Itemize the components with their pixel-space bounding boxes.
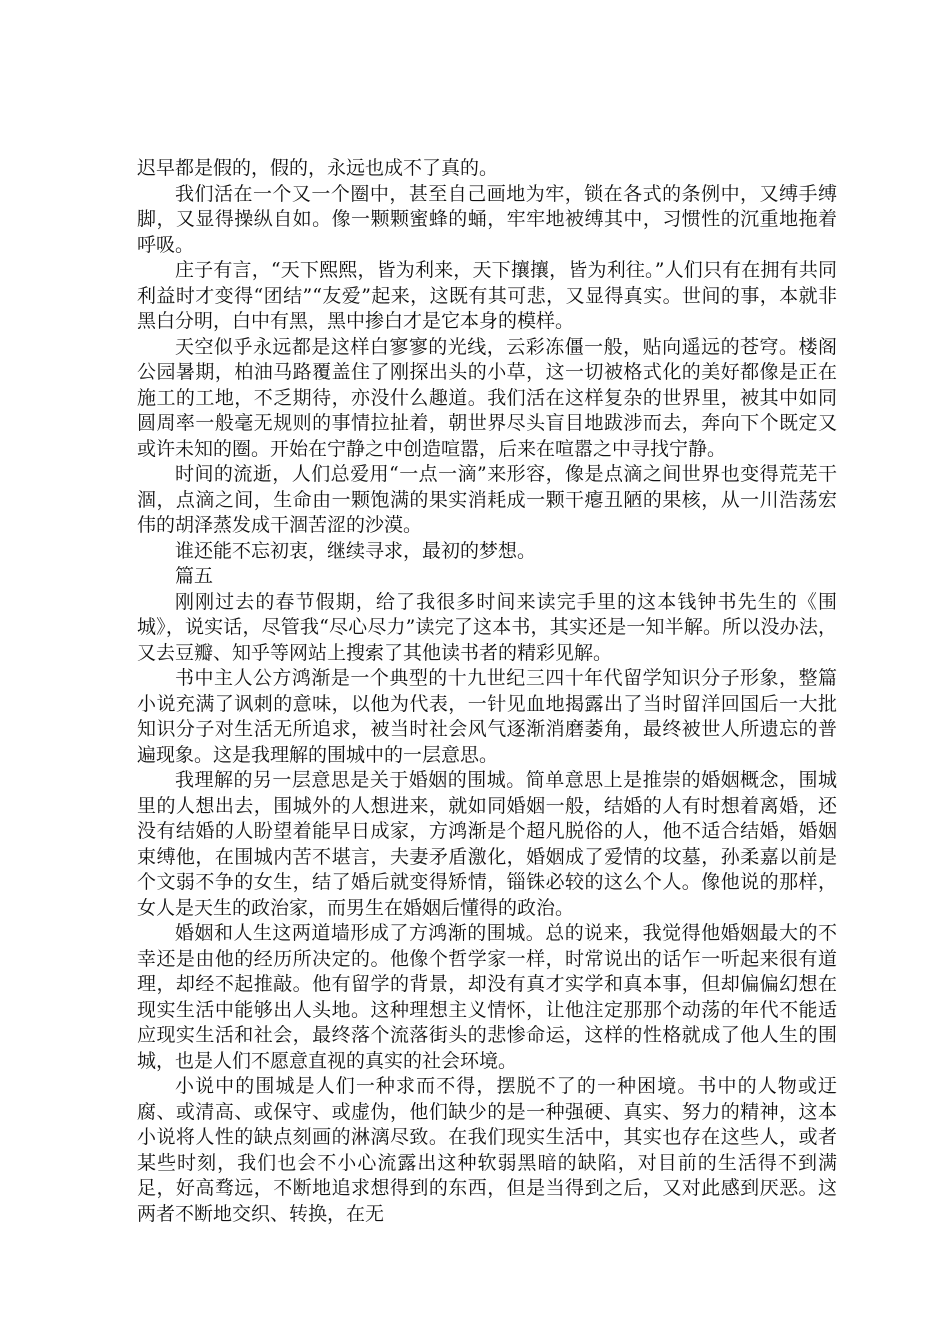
paragraph: 谁还能不忘初衷，继续寻求，最初的梦想。	[175, 539, 537, 562]
section-heading: 篇五	[175, 565, 214, 587]
paragraph: 婚姻和人生这两道墙形成了方鸿渐的围城。总的说来，我觉得他婚姻最大的不幸还是由他的经历所决定的。他像个哲学家一样，时常说出的话乍一听起来很有道理，却经不起推敲。他有留学的背景，却没有真才实学和真本事，但却偏偏幻想在现实生活中能够出人头地。这种理想主义情怀，让他注定那那个动荡的年代不能适应现实生活和社会，最终落个流落街头的悲惨命运，这样的性格就成了他人生的围城，也是人们不愿意直视的真实的社会环境。	[137, 922, 837, 1072]
paragraph: 书中主人公方鸿渐是一个典型的十九世纪三四十年代留学知识分子形象，整篇小说充满了讽刺的意味，以他为代表，一针见血地揭露出了当时留洋回国后一大批知识分子对生活无所追求，被当时社会风气逐渐消磨萎角，最终被世人所遗忘的普遍现象。这是我理解的围城中的一层意思。	[137, 667, 837, 766]
paragraph: 我们活在一个又一个圈中，甚至自己画地为牢，锁在各式的条例中，又缚手缚脚，又显得操纵自如。像一颗颗蜜蜂的蛹，牢牢地被缚其中，习惯性的沉重地拖着呼吸。	[137, 182, 837, 256]
paragraph: 我理解的另一层意思是关于婚姻的围城。简单意思上是推崇的婚姻概念，围城里的人想出去，围城外的人想进来，就如同婚姻一般，结婚的人有时想着离婚，还没有结婚的人盼望着能早日成家，方鸿渐是个超凡脱俗的人，他不适合结婚，婚姻束缚他，在围城内苦不堪言，夫妻矛盾激化，婚姻成了爱情的坟墓，孙柔嘉以前是个文弱不争的女生，结了婚后就变得矫情，锱铢必较的这么个人。像他说的那样，女人是天生的政治家，而男生在婚姻后懂得的政治。	[137, 769, 837, 919]
paragraph: 时间的流逝，人们总爱用“一点一滴”来形容，像是点滴之间世界也变得荒芜干涸，点滴之间，生命由一颗饱满的果实消耗成一颗干瘪丑陋的果核，从一川浩荡宏伟的胡泽蒸发成干涸苦涩的沙漠。	[137, 463, 837, 536]
paragraph: 迟早都是假的，假的，永远也成不了真的。	[137, 157, 499, 179]
paragraph: 天空似乎永远都是这样白寥寥的光线，云彩冻僵一般，贴向遥远的苍穹。楼阁公园暑期，柏油马路覆盖住了刚探出头的小草，这一切被格式化的美好都像是正在施工的工地，不乏期待，亦没什么趣道。我们活在这样复杂的世界里，被其中如同圆周率一般毫无规则的事情拉扯着，朝世界尽头盲目地跋涉而去，奔向下个既定又或许未知的圈。开始在宁静之中创造喧嚣，后来在喧嚣之中寻找宁静。	[137, 335, 837, 460]
paragraph: 刚刚过去的春节假期，给了我很多时间来读完手里的这本钱钟书先生的《围城》，说实话，尽管我“尽心尽力”读完了这本书，其实还是一知半解。所以没办法，又去豆瓣、知乎等网站上搜索了其他读书者的精彩见解。	[137, 590, 837, 664]
paragraph: 庄子有言，“天下熙熙，皆为利来，天下攘攘，皆为利往。”人们只有在拥有共同利益时才变得“团结”“友爱”起来，这既有其可悲，又显得真实。世间的事，本就非黑白分明，白中有黑，黑中掺白才是它本身的模样。	[137, 259, 837, 332]
document-body	[137, 156, 837, 1227]
paragraph: 小说中的围城是人们一种求而不得，摆脱不了的一种困境。书中的人物或迂腐、或清高、或保守、或虚伪，他们缺少的是一种强硬、真实、努力的精神，这本小说将人性的缺点刻画的淋漓尽致。在我们现实生活中，其实也存在这些人，或者某些时刻，我们也会不小心流露出这种软弱黑暗的缺陷，对目前的生活得不到满足，好高骛远，不断地追求想得到的东西，但是当得到之后，又对此感到厌恶。这两者不断地交织、转换，在无	[137, 1075, 837, 1225]
